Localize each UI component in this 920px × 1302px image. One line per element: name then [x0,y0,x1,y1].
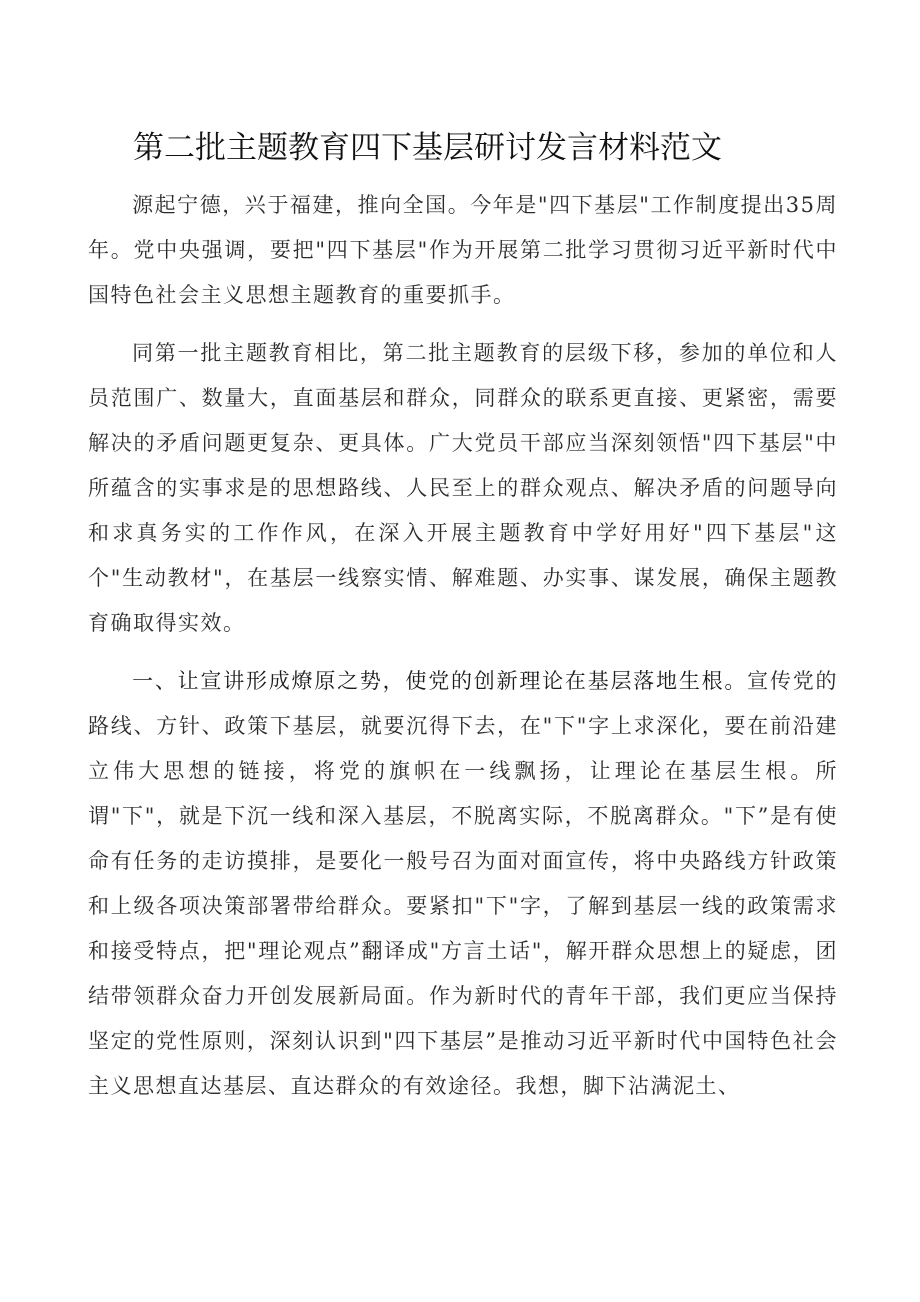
paragraph-1 [88,183,838,318]
document-title: 第二批主题教育四下基层研讨发言材料范文 [133,130,722,166]
section-heading-1: 一、让宣讲形成燎原之势，使党的创新理论在基层落地生根。 [132,669,748,693]
paragraph-2-text: 同第一批主题教育相比，第二批主题教育的层级下移，参加的单位和人员范围广、数量大，直面基层和群众，同群众的联系更直接、更紧密，需要解决的矛盾问题更复杂、更具体。广大党员干部应当深刻领悟"四下基层"中所蕴含的实事求是的思想路线、人民至上的群众观点、解决矛盾的问题导向和求真务实的工作作风，在深入开展主题教育中学好用好"四下基层"这个"生动教材"，在基层一线察实情、解难题、办实事、谋发展，确保主题教育确取得实效。 [88,341,838,635]
paragraph-2 [88,331,838,646]
paragraph-1-text: 源起宁德，兴于福建，推向全国。今年是"四下基层"工作制度提出35周年。党中央强调，要把"四下基层"作为开展第二批学习贯彻习近平新时代中国特色社会主义思想主题教育的重要抓手。 [88,193,838,307]
paragraph-3 [88,659,838,1109]
paragraph-3-text: 宣传党的路线、方针、政策下基层，就要沉得下去，在"下"字上求深化，要在前沿建立伟大思想的链接，将党的旗帜在一线飘扬，让理论在基层生根。所谓"下"，就是下沉一线和深入基层，不脱离实际，不脱离群众。"下”是有使命有任务的走访摸排，是要化一般号召为面对面宣传，将中央路线方针政策和上级各项决策部署带给群众。要紧扣"下"字，了解到基层一线的政策需求和接受特点，把"理论观点”翻译成"方言土话"，解开群众思想上的疑虑，团结带领群众奋力开创发展新局面。作为新时代的青年干部，我们更应当保持坚定的党性原则，深刻认识到"四下基层”是推动习近平新时代中国特色社会主义思想直达基层、直达群众的有效途径。我想，脚下沾满泥土、 [88,669,839,1098]
document-body [88,183,838,1122]
